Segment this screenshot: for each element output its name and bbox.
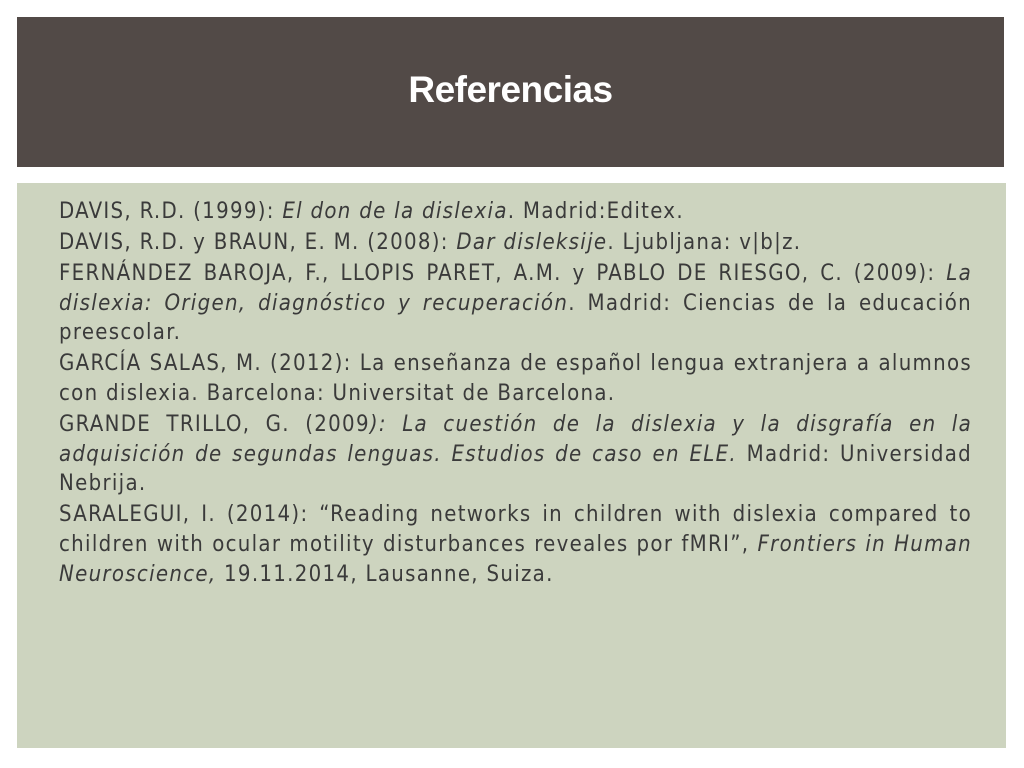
reference-item — [59, 500, 972, 589]
reference-text: 19.11.2014, Lausanne, Suiza. — [216, 561, 554, 587]
reference-item — [59, 410, 972, 499]
reference-item — [59, 228, 972, 258]
reference-text: FERNÁNDEZ BAROJA, F., LLOPIS PARET, A.M. y PABLO DE RIESGO, C. (2009): — [59, 261, 947, 287]
reference-text: SARALEGUI, I. (2014): “Reading networks in children with dislexia compared to children with ocular motility disturbances reveales por fMRI”, — [59, 502, 972, 558]
title-band — [17, 17, 1004, 167]
reference-title: El don de la dislexia — [282, 199, 508, 224]
reference-text: . Madrid: Ciencias de la educación preescolar. — [59, 290, 972, 346]
reference-title: ): La cuestión de la dislexia y la disgrafía en la adquisición de segundas lenguas. Estudios de caso en ELE. — [59, 412, 972, 467]
reference-text: GARCÍA SALAS, M. (2012): La enseñanza de español lengua extranjera a alumnos con dislexia. Barcelona: Universitat de Barcelona. — [59, 351, 972, 407]
reference-item — [59, 197, 972, 227]
reference-text: GRANDE TRILLO, G. (2009 — [59, 412, 370, 438]
reference-title: La dislexia: Origen, diagnóstico y recuperación — [59, 261, 972, 316]
reference-title: Dar disleksije — [456, 230, 608, 256]
reference-list — [59, 197, 972, 591]
reference-text: DAVIS, R.D. (1999): — [59, 199, 283, 224]
reference-text: . Madrid:Editex. — [507, 199, 684, 224]
reference-text: DAVIS, R.D. y BRAUN, E. M. (2008): — [59, 230, 457, 256]
reference-item — [59, 259, 972, 348]
reference-item — [59, 349, 972, 408]
reference-title: Frontiers in Human Neuroscience, — [59, 532, 972, 587]
slide-title: Referencias — [408, 69, 613, 110]
reference-text: . Ljubljana: v|b|z. — [607, 230, 802, 256]
reference-text: Madrid: Universidad Nebrija. — [59, 441, 972, 497]
